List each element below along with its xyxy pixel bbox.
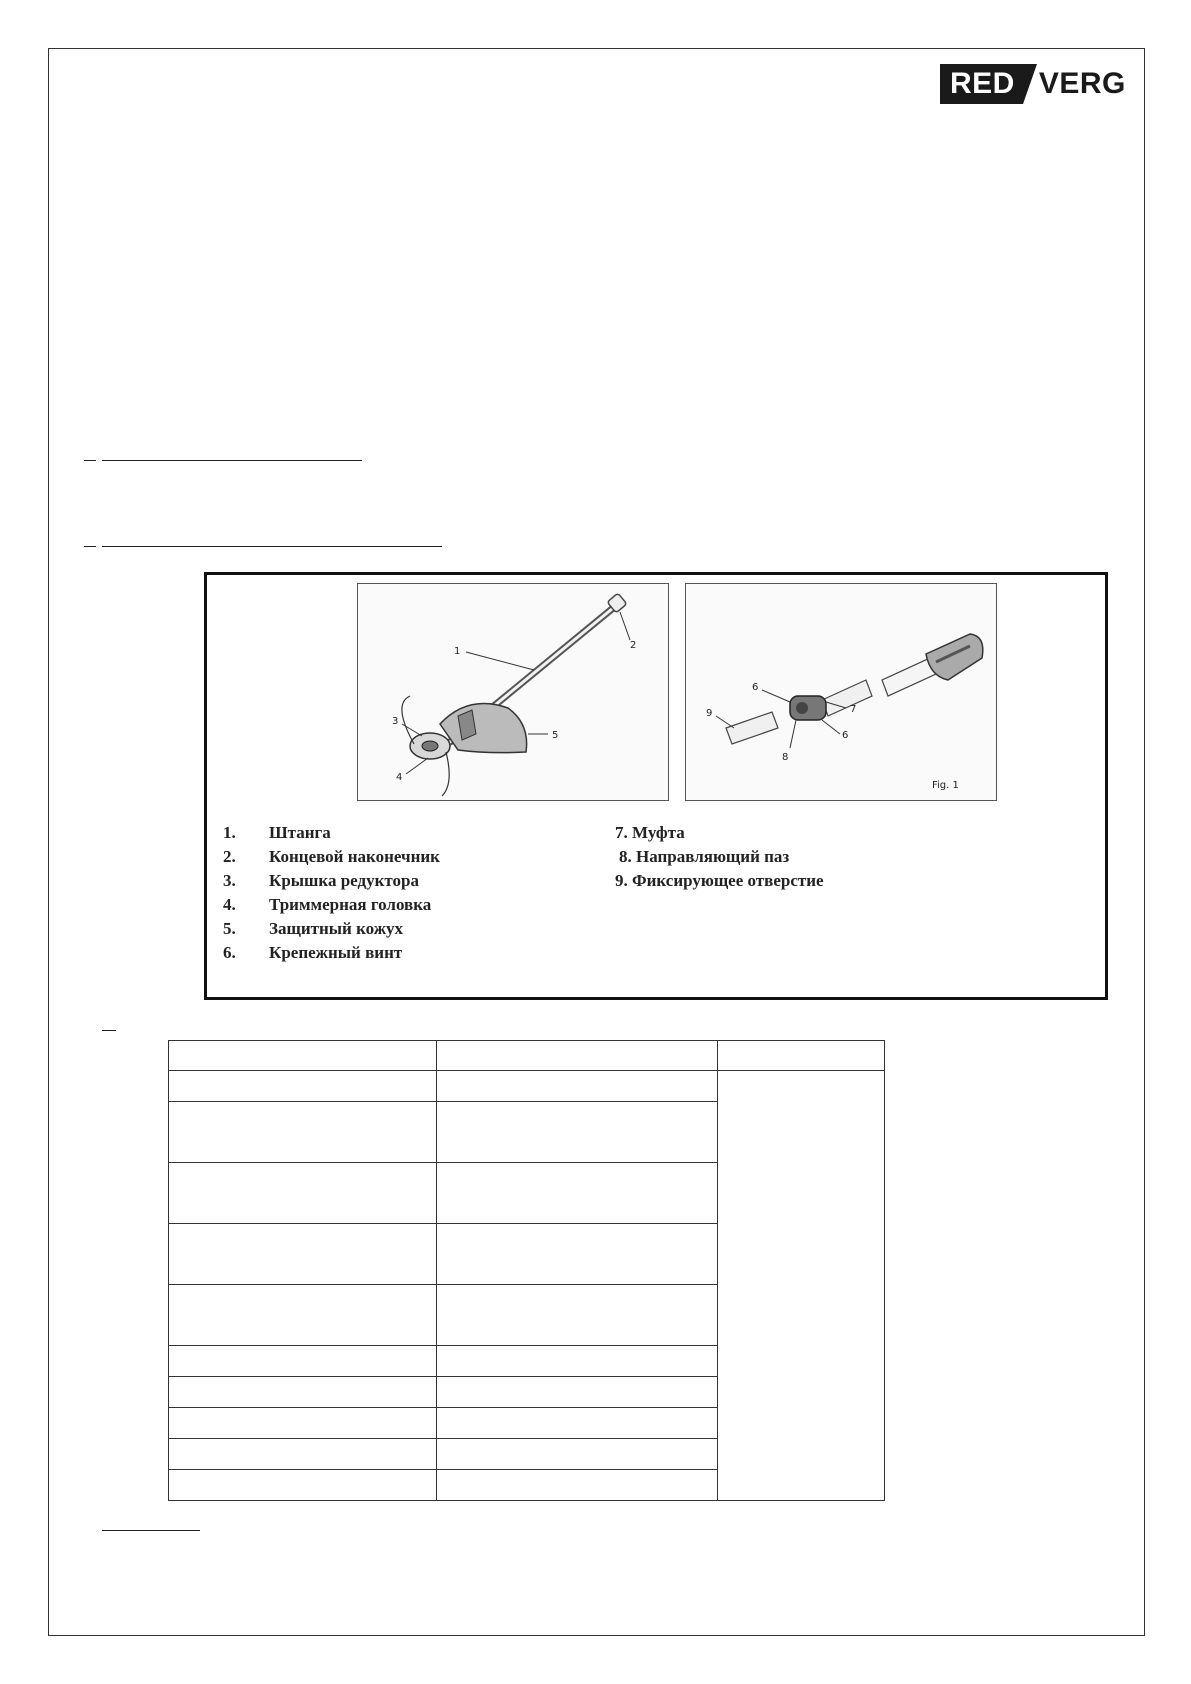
shaft-illustration <box>358 584 668 800</box>
legend-item: 8. Направляющий паз <box>619 847 790 866</box>
legend-num: 6. <box>223 943 236 962</box>
legend-item: 7. Муфта <box>615 823 685 842</box>
fig-label: Fig. 1 <box>932 780 959 791</box>
legend-label: Концевой наконечник <box>269 847 440 866</box>
callout-8: 8 <box>782 752 789 763</box>
legend-item <box>223 917 440 941</box>
callout-7: 7 <box>850 704 857 715</box>
assembly-figure <box>204 572 1108 1000</box>
legend-label: Защитный кожух <box>269 919 404 938</box>
legend-num: 4. <box>223 895 236 914</box>
spec-table <box>168 1040 885 1501</box>
callout-2: 2 <box>630 640 637 651</box>
callout-9: 9 <box>706 708 713 719</box>
callout-4: 4 <box>396 772 403 783</box>
legend-num: 2. <box>223 847 236 866</box>
legend-label: Крышка редуктора <box>269 871 419 890</box>
redverg-logo <box>940 64 1126 104</box>
callout-3: 3 <box>392 716 399 727</box>
section-heading-underline-1 <box>102 460 362 461</box>
legend-label: Триммерная головка <box>269 895 432 914</box>
legend-right <box>615 821 824 893</box>
legend-item <box>223 941 440 965</box>
legend-num: 3. <box>223 871 236 890</box>
legend-item <box>223 893 440 917</box>
table-row <box>169 1041 885 1071</box>
section-heading-dash-2 <box>84 546 96 547</box>
logo-slash <box>1023 64 1037 104</box>
section-heading-underline-2 <box>102 546 442 547</box>
legend-item: 9. Фиксирующее отверстие <box>615 871 824 890</box>
figure-panel-shaft <box>357 583 669 801</box>
footer-heading-underline <box>102 1530 200 1531</box>
legend-num: 5. <box>223 919 236 938</box>
logo-red-part: RED <box>940 64 1023 104</box>
legend-item <box>223 869 440 893</box>
table-row <box>169 1071 885 1102</box>
callout-5: 5 <box>552 730 559 741</box>
section-heading-dash-1 <box>84 460 96 461</box>
callout-6-upper: 6 <box>752 682 759 693</box>
table-heading-dash <box>102 1030 116 1031</box>
callout-6-lower: 6 <box>842 730 849 741</box>
figure-panel-coupling <box>685 583 997 801</box>
logo-verg-part: VERG <box>1038 67 1126 100</box>
legend-left <box>223 821 440 965</box>
coupling-illustration <box>686 584 996 800</box>
legend-label: Штанга <box>269 823 331 842</box>
legend-item <box>223 821 440 845</box>
legend-num: 1. <box>223 823 236 842</box>
callout-1: 1 <box>454 646 461 657</box>
legend-label: Крепежный винт <box>269 943 403 962</box>
legend-item <box>223 845 440 869</box>
